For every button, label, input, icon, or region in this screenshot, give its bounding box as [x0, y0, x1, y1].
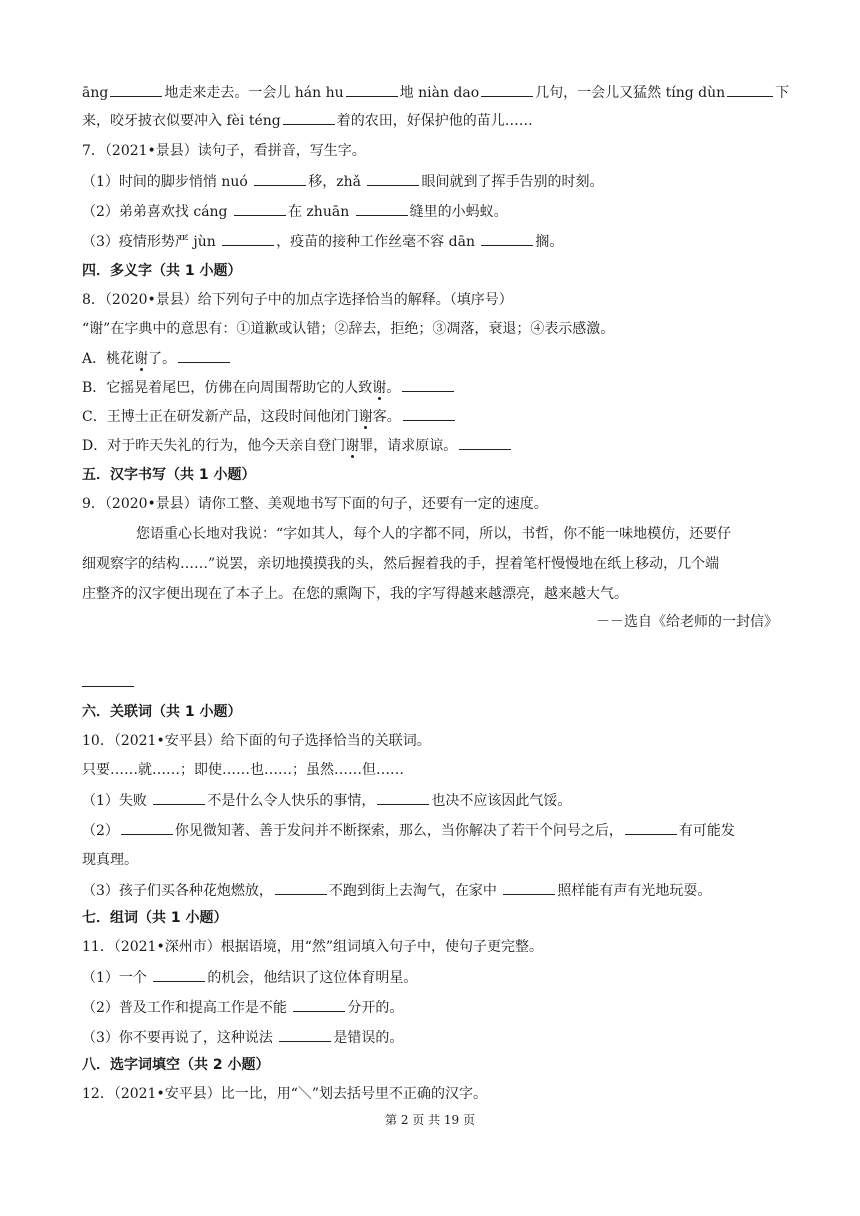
text: C．王博士正在研发新产品，这段时间他闭门 [82, 409, 359, 425]
question-title: 10．（2021•安平县）给下面的句子选择恰当的关联词。 [82, 733, 431, 749]
sub-question-cont: 现真理。 [82, 852, 138, 868]
text: （2） [82, 823, 119, 839]
text: （3）孩子们买各种花炮燃放， [82, 883, 273, 899]
text: （1）时间的脚步悄悄 nuó [82, 174, 248, 190]
answer-blank[interactable] [481, 231, 533, 246]
section-heading: 六．关联词（共 1 小题） [82, 704, 242, 720]
sub-question [82, 201, 778, 222]
answer-blank[interactable] [481, 82, 533, 97]
text: 眼间就到了挥手告别的时刻。 [421, 174, 604, 190]
question-title: 8．（2020•景县）给下列句子中的加点字选择恰当的解释。（填序号） [82, 292, 513, 308]
answer-blank[interactable] [234, 201, 286, 216]
question-title: 9．（2020•景县）请你工整、美观地书写下面的句子，还要有一定的速度。 [82, 496, 548, 512]
question-options: 只要……就……；即使……也……；虽然……但…… [82, 762, 404, 778]
text: 分开的。 [347, 1000, 404, 1016]
sub-question [82, 820, 778, 841]
text: 是错误的。 [333, 1030, 404, 1046]
text: āng [82, 85, 109, 101]
answer-blank[interactable] [275, 880, 327, 895]
text: 有可能发 [678, 823, 735, 839]
option-c [82, 406, 778, 427]
text: 照样能有声有光地玩耍。 [557, 883, 712, 899]
option-d [82, 435, 778, 456]
text: 着的农田，好保护他的苗儿…… [336, 113, 533, 129]
text: 地走来走去。一会儿 hán hu [164, 85, 344, 101]
section-heading: 四．多义字（共 1 小题） [82, 263, 242, 279]
dotted-char: 谢 [134, 351, 149, 367]
answer-blank[interactable] [625, 820, 677, 835]
answer-blank[interactable] [403, 406, 455, 421]
section-heading: 五．汉字书写（共 1 小题） [82, 467, 256, 483]
answer-blank[interactable] [222, 231, 274, 246]
answer-blank[interactable] [283, 110, 335, 125]
answer-blank[interactable] [727, 82, 773, 97]
passage-line: 庄整齐的汉字便出现在了本子上。在您的熏陶下，我的字写得越来越漂亮，越来越大气。 [82, 586, 628, 602]
text: （1）失败 [82, 793, 147, 809]
text: 你见微知著、善于发问并不断探索，那么，当你解决了若干个问号之后， [174, 823, 623, 839]
text: 不跑到街上去淘气，在家中 [328, 883, 497, 899]
sub-question [82, 997, 778, 1018]
text: 下 [775, 85, 790, 101]
section-heading: 七．组词（共 1 小题） [82, 910, 228, 926]
answer-blank[interactable] [254, 171, 306, 186]
answer-blank[interactable] [402, 377, 454, 392]
dotted-char: 谢 [345, 438, 360, 454]
sub-question [82, 231, 778, 252]
answer-blank[interactable] [153, 790, 205, 805]
option-a [82, 348, 778, 369]
passage-line [82, 82, 790, 103]
text: 。 [386, 380, 401, 396]
question-title: 7．（2021•景县）读句子，看拼音，写生字。 [82, 143, 366, 159]
text: 了。 [148, 351, 177, 367]
text: D．对于昨天失礼的行为，他今天亲自登门 [82, 438, 346, 454]
page-footer: 第 2 页 共 19 页 [385, 1113, 475, 1127]
text: （1）一个 [82, 970, 147, 986]
answer-blank[interactable] [503, 880, 555, 895]
text: （2）普及工作和提高工作是不能 [82, 1000, 287, 1016]
passage-line: 您语重心长地对我说：“字如其人，每个人的字都不同，所以，书哲，你不能一味地模仿，还要仔 [136, 526, 732, 542]
sub-question [82, 880, 778, 901]
answer-blank[interactable] [356, 201, 408, 216]
passage-line: 细观察字的结构……”说罢，亲切地摸摸我的头，然后握着我的手，捏着笔杆慢慢地在纸上移动，几个端 [82, 556, 720, 572]
text: （3）你不要再说了，这种说法 [82, 1030, 273, 1046]
text: 客。 [372, 409, 401, 425]
question-note: “谢”在字典中的意思有：①道歉或认错；②辞去，拒绝；③凋落，衰退；④表示感激。 [82, 321, 615, 337]
section-heading: 八．选字词填空（共 2 小题） [82, 1057, 270, 1073]
text: 来，咬牙披衣似要冲入 fèi téng [82, 113, 281, 129]
text: A．桃花 [82, 351, 135, 367]
answer-blank[interactable] [178, 348, 230, 363]
passage-line [82, 110, 778, 131]
text: 地 niàn dao [399, 85, 480, 101]
text: 几句，一会儿又猛然 tíng dùn [535, 85, 726, 101]
sub-question [82, 171, 778, 192]
text: 移，zhǎ [308, 174, 362, 190]
answer-blank[interactable] [82, 686, 134, 687]
question-title: 12．（2021•安平县）比一比，用“＼”划去括号里不正确的汉字。 [82, 1086, 488, 1102]
answer-blank[interactable] [110, 82, 162, 97]
answer-blank[interactable] [459, 435, 511, 450]
text: 缝里的小蚂蚁。 [409, 204, 508, 220]
text: 在 zhuān [287, 204, 350, 220]
answer-blank[interactable] [346, 82, 398, 97]
answer-blank[interactable] [153, 967, 205, 982]
answer-blank[interactable] [377, 790, 429, 805]
dotted-char: 谢 [372, 380, 387, 396]
sub-question [82, 967, 778, 988]
text: （2）弟弟喜欢找 cáng [82, 204, 228, 220]
text: 的机会，他结识了这位体育明星。 [207, 970, 418, 986]
text: 也决不应该因此气馁。 [431, 793, 572, 809]
answer-blank[interactable] [279, 1027, 331, 1042]
answer-blank[interactable] [293, 997, 345, 1012]
text: 搁。 [535, 234, 564, 250]
source-attribution: －－选自《给老师的一封信》 [596, 614, 778, 630]
text: 不是什么令人快乐的事情， [207, 793, 376, 809]
text: （3）疫情形势严 jùn [82, 234, 216, 250]
sub-question [82, 790, 778, 811]
text: ，疫苗的接种工作丝毫不容 dān [276, 234, 475, 250]
sub-question [82, 1027, 778, 1048]
answer-blank[interactable] [121, 820, 173, 835]
text: B．它摇晃着尾巴，仿佛在向周围帮助它的人致 [82, 380, 373, 396]
answer-blank[interactable] [367, 171, 419, 186]
question-title: 11．（2021•深州市）根据语境，用“然”组词填入句子中，使句子更完整。 [82, 939, 544, 955]
text: 罪，请求原谅。 [359, 438, 458, 454]
option-b [82, 377, 778, 398]
dotted-char: 谢 [358, 409, 373, 425]
